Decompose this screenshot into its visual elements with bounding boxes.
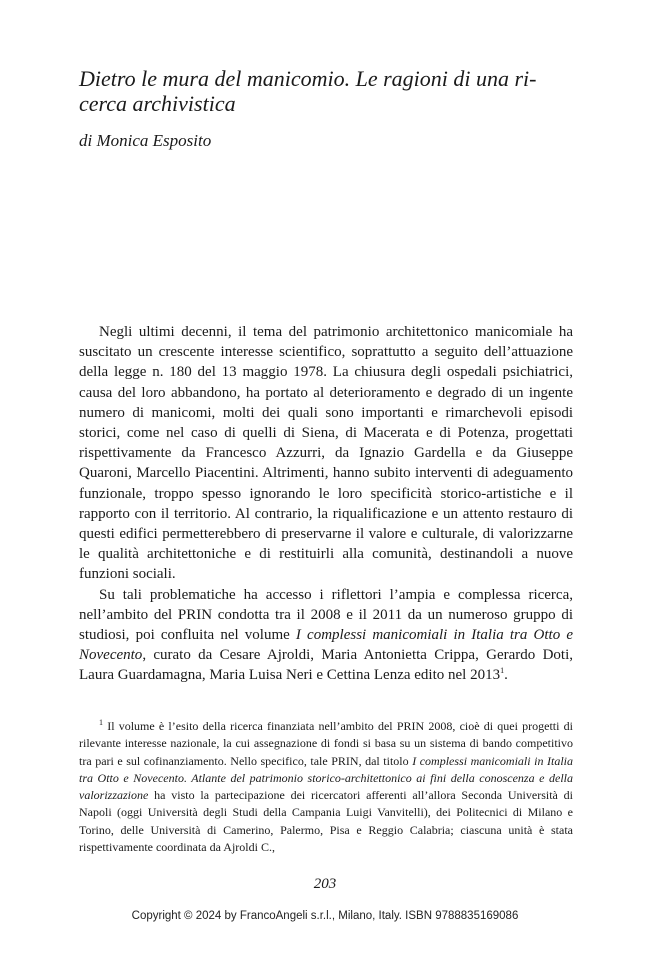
footnote-marker: 1 [99, 718, 103, 727]
footnote-1 [79, 718, 573, 856]
footnote-text-b: ha visto la partecipazione dei ricercatori afferenti all’allora Seconda Università di Napoli (oggi Università degli Studi della Campania Luigi Vanvitelli), dei Politecnici di Milano e Torino, delle Università di Camerino, Palermo, Pisa e Reggio Calabria; ciascuna unità è stata rispettivamente coordinata da Ajroldi C., [79, 788, 573, 855]
copyright-notice: Copyright © 2024 by FrancoAngeli s.r.l., Milano, Italy. ISBN 9788835169086 [131, 910, 519, 922]
paragraph-2-text-a: Su tali problematiche ha accesso i riflettori l’ampia e complessa ricerca, nell’ambito del PRIN condotta tra il 2008 e il 2011 da un numeroso gruppo di studiosi, poi confluita nel volume [79, 586, 573, 644]
chapter-title-line-1: Dietro le mura del manicomio. Le ragioni di una ri- [79, 66, 537, 91]
page-number: 203 [313, 876, 337, 892]
chapter-author: di Monica Esposito [79, 131, 212, 150]
footnote-italic-title: I complessi manicomiali in Italia tra Otto e Novecento. Atlante del patrimonio storico-architettonico ai fini della conoscenza e della valorizzazione [79, 753, 573, 803]
paragraph-2-text-b: , curato da Cesare Ajroldi, Maria Antonietta Crippa, Gerardo Doti, Laura Guardamagna, Maria Luisa Neri e Cettina Lenza edito nel 2013 [79, 647, 573, 684]
paragraph-1: Negli ultimi decenni, il tema del patrimonio architettonico manicomiale ha suscitato un crescente interesse scientifico, soprattutto a seguito dell’attuazione della legge n. 180 del 13 maggio 1978. La chiusura degli ospedali psichiatrici, causa del loro abbandono, ha portato al deterioramento e degrado di un ingente numero di manicomi, molti dei quali sono importanti e rimarchevoli episodi storici, come nel caso di quelli di Siena, di Macerata e di Potenza, progettati rispettivamente da Francesco Azzurri, da Ignazio Gardella e da Giuseppe Quaroni, Marcello Piacentini. Altrimenti, hanno subito interventi di adeguamento funzionale, troppo spesso ignorando le loro specificità storico-artistiche e il rapporto con il territorio. Al contrario, la riqualificazione e un attento restauro di questi edifici permetterebbero di preservarne il valore e culturale, di valorizzarne le qualità architettoniche e di restituirli alla comunità, destinandoli a nuove funzioni sociali. [79, 324, 573, 583]
paragraph-2-end: . [504, 667, 508, 684]
book-title-italic: I complessi manicomiali in Italia tra Otto e Novecento [79, 627, 573, 664]
body-text [79, 322, 573, 686]
footnote-reference[interactable]: 1 [500, 666, 505, 676]
paragraph-2 [79, 585, 573, 686]
chapter-title-line-2: cerca archivistica [79, 91, 236, 116]
footnote [79, 718, 573, 856]
chapter-title [79, 66, 579, 116]
footnote-text-a: Il volume è l’esito della ricerca finanziata nell’ambito del PRIN 2008, cioè di quei progetti di rilevante interesse nazionale, la cui assegnazione di fondi si basa su un sistema di bando competitivo tra pari e sul cofinanziamento. Nello specifico, tale PRIN, dal titolo [79, 719, 573, 768]
